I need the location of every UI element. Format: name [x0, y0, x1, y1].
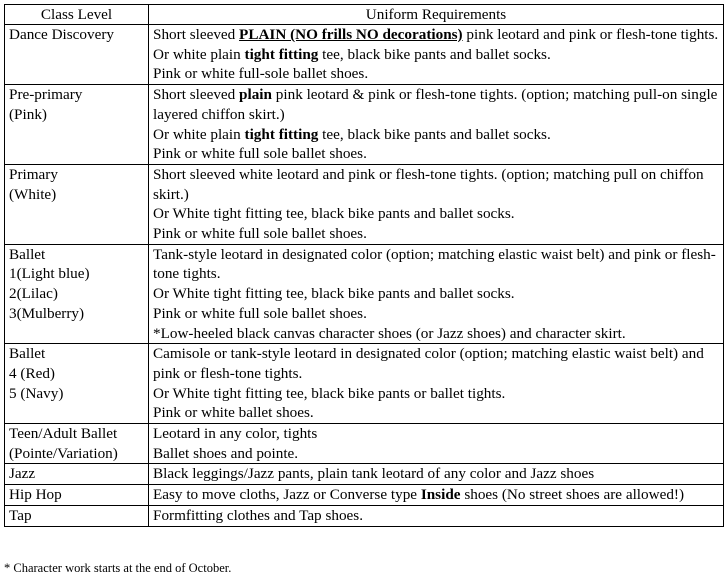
requirement-line — [153, 384, 719, 404]
requirement-line — [153, 125, 719, 145]
requirement-text: Short sleeved white leotard and pink or flesh-tone tights. (option; matching pull on chiffon skirt.) — [153, 165, 704, 203]
requirement-text: Camisole or tank-style leotard in designated color (option; matching elastic waist belt) and pink or flesh-tone tights. — [153, 345, 704, 382]
requirement-emphasis: plain — [239, 86, 272, 104]
requirement-text: Pink or white ballet shoes. — [153, 404, 314, 422]
requirement-emphasis: tight fitting — [244, 125, 319, 143]
uniform-requirements-table — [4, 4, 724, 527]
class-level-line: 4 (Red) — [9, 364, 55, 382]
uniform-requirements-cell — [149, 164, 724, 244]
table-row — [5, 485, 724, 506]
uniform-requirements-cell — [149, 244, 724, 344]
requirement-text: Leotard in any color, tights — [153, 425, 318, 443]
class-level-line: 3(Mulberry) — [9, 304, 85, 322]
class-level-line: Ballet — [9, 345, 46, 363]
table-row — [5, 164, 724, 244]
class-level-cell — [5, 464, 149, 485]
table-row — [5, 25, 724, 85]
uniform-requirements-cell — [149, 464, 724, 485]
footnote: * Character work starts at the end of October. — [4, 561, 232, 575]
class-level-line: Hip Hop — [9, 486, 62, 504]
table-row — [5, 244, 724, 344]
requirement-line — [153, 506, 719, 526]
requirement-line — [153, 165, 719, 204]
class-level-line: Teen/Adult Ballet — [9, 425, 118, 443]
requirement-text: Pink or white full-sole ballet shoes. — [153, 65, 369, 83]
requirement-line — [153, 64, 719, 84]
requirement-text: Easy to move cloths, Jazz or Converse type — [153, 486, 421, 504]
table-row — [5, 424, 724, 464]
requirement-text: Pink or white full sole ballet shoes. — [153, 145, 367, 163]
class-level-cell — [5, 244, 149, 344]
class-level-line: 1(Light blue) — [9, 265, 90, 283]
class-level-line: (Pink) — [9, 105, 47, 123]
requirement-line — [153, 245, 719, 284]
requirement-text: pink leotard and pink or flesh-tone tights. — [462, 26, 719, 43]
requirement-text: *Low-heeled black canvas character shoes (or Jazz shoes) and character skirt. — [153, 324, 626, 342]
requirement-line — [153, 224, 719, 244]
class-level-line: Tap — [9, 506, 32, 524]
requirement-text: Ballet shoes and pointe. — [153, 444, 299, 462]
table-row — [5, 85, 724, 165]
requirement-line — [153, 424, 719, 444]
class-level-line: Pre-primary — [9, 86, 83, 104]
requirement-text: Short sleeved — [153, 86, 240, 104]
requirement-text: Black leggings/Jazz pants, plain tank leotard of any color and Jazz shoes — [153, 465, 595, 483]
uniform-requirements-cell — [149, 485, 724, 506]
requirement-text: Tank-style leotard in designated color (option; matching elastic waist belt) and pink or flesh-tone tights. — [153, 245, 716, 283]
requirement-line — [153, 144, 719, 164]
requirement-text: Formfitting clothes and Tap shoes. — [153, 506, 363, 524]
table-header-row — [5, 5, 724, 25]
table-row — [5, 464, 724, 485]
requirement-text: pink leotard & pink or flesh-tone tights. (option; matching pull-on single layered chiffon skirt.) — [153, 86, 718, 123]
uniform-requirements-cell — [149, 505, 724, 526]
requirement-text: Pink or white full sole ballet shoes. — [153, 304, 367, 322]
uniform-requirements-cell — [149, 424, 724, 464]
class-level-line: Ballet — [9, 245, 46, 263]
requirement-line — [153, 464, 719, 484]
requirement-text: tee, black bike pants and ballet socks. — [318, 125, 551, 143]
class-level-line: Primary — [9, 165, 58, 183]
class-level-cell — [5, 485, 149, 506]
requirement-line — [153, 444, 719, 464]
requirement-line — [153, 324, 719, 344]
class-level-line: 5 (Navy) — [9, 384, 64, 402]
class-level-cell — [5, 424, 149, 464]
requirement-line — [153, 204, 719, 224]
class-level-line: (Pointe/Variation) — [9, 444, 118, 462]
class-level-cell — [5, 505, 149, 526]
table-row — [5, 505, 724, 526]
uniform-requirements-cell — [149, 25, 724, 85]
class-level-line: (White) — [9, 185, 57, 203]
requirement-text: Or White tight fitting tee, black bike pants or ballet tights. — [153, 384, 506, 402]
requirement-emphasis: PLAIN (NO frills NO decorations) — [239, 26, 463, 43]
requirement-emphasis: tight fitting — [244, 45, 319, 63]
requirement-line — [153, 25, 719, 45]
requirement-line — [153, 85, 719, 124]
class-level-cell — [5, 164, 149, 244]
requirement-line — [153, 284, 719, 304]
table-body — [5, 25, 724, 527]
requirement-line — [153, 304, 719, 324]
class-level-line: 2(Lilac) — [9, 285, 58, 303]
requirement-text: Or white plain — [153, 45, 245, 63]
class-level-line: Dance Discovery — [9, 26, 114, 43]
requirement-text: shoes (No street shoes are allowed!) — [460, 486, 685, 504]
header-class-level: Class Level — [5, 5, 149, 25]
requirement-line — [153, 45, 719, 65]
class-level-cell — [5, 85, 149, 165]
class-level-line: Jazz — [9, 465, 36, 483]
table-row — [5, 344, 724, 424]
header-uniform-requirements: Uniform Requirements — [149, 5, 724, 25]
requirement-text: Pink or white full sole ballet shoes. — [153, 225, 367, 243]
requirement-text: Or White tight fitting tee, black bike pants and ballet socks. — [153, 285, 515, 303]
class-level-cell — [5, 344, 149, 424]
requirement-text: Or white plain — [153, 125, 245, 143]
requirement-line — [153, 403, 719, 423]
requirement-emphasis: Inside — [420, 486, 461, 504]
uniform-requirements-cell — [149, 85, 724, 165]
uniform-requirements-cell — [149, 344, 724, 424]
requirement-text: Short sleeved — [153, 26, 240, 43]
requirement-text: Or White tight fitting tee, black bike pants and ballet socks. — [153, 205, 515, 223]
requirement-line — [153, 344, 719, 383]
class-level-cell — [5, 25, 149, 85]
requirement-text: tee, black bike pants and ballet socks. — [318, 45, 551, 63]
requirement-line — [153, 485, 719, 505]
